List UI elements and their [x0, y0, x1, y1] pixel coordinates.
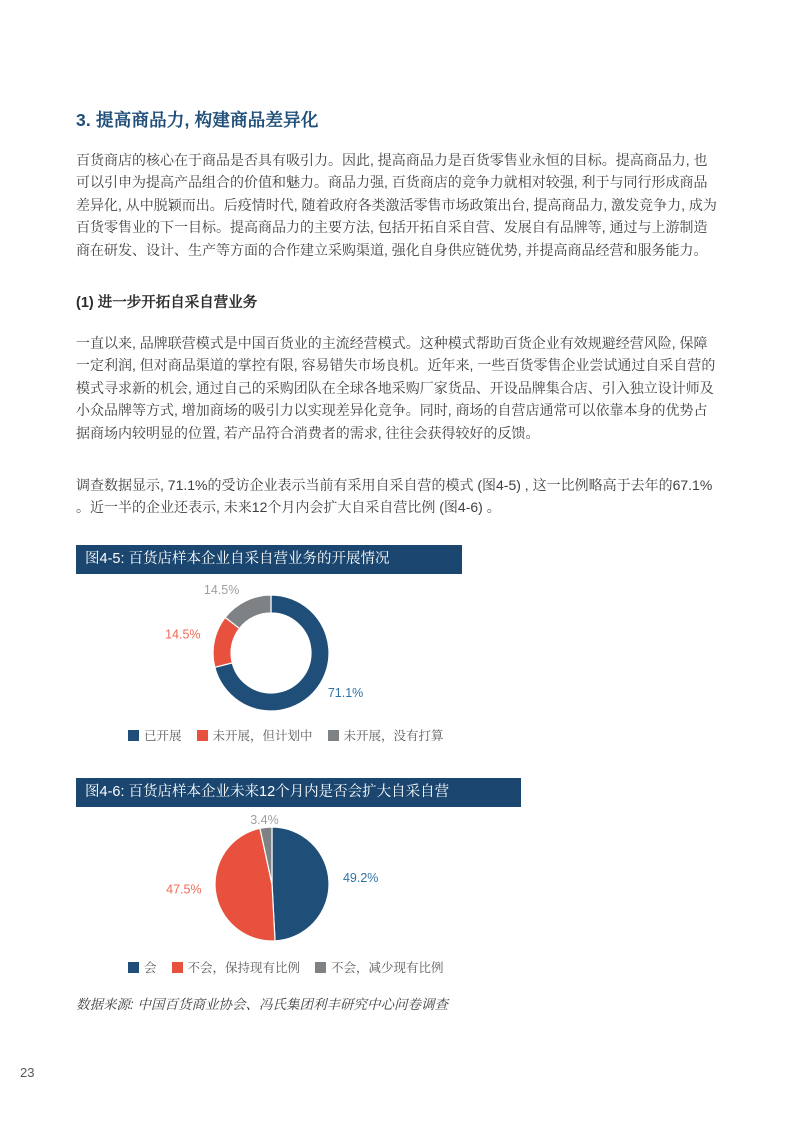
legend-item: [128, 958, 157, 976]
paragraph-intro: 百货商店的核心在于商品是否具有吸引力。因此, 提高商品力是百货零售业永恒的目标。提高商品力, 也可以引申为提高产品组合的价值和魅力。商品力强, 百货商店的竞争力就相对较强, 利于与同行形成商品差异化, 从中脱颖而出。后疫情时代, 随着政府各类激活零售市场政策出台, 提高商品力, 激发竞争力, 成为百货零售业的下一目标。提高商品力的主要方法, 包括开拓自采自营、发展自有品牌等, 通过与上游制造商在研发、设计、生产等方面的合作建立采购渠道, 强化自身供应链优势, 并提高商品经营和服务能力。: [76, 152, 717, 258]
figure-4-6-title-banner: 图4-6: 百货店样本企业未来12个月内是否会扩大自采自营: [76, 778, 521, 807]
legend-label: 会: [144, 961, 157, 975]
data-label: 49.2%: [342, 871, 379, 886]
legend-swatch: [197, 730, 208, 741]
legend-label: 未开展，没有打算: [343, 729, 444, 743]
data-source-note: 数据来源: 中国百货商业协会、冯氏集团利丰研究中心问卷调查: [76, 997, 449, 1012]
data-label: 71.1%: [327, 686, 364, 701]
pie-slice: [272, 827, 329, 941]
legend-swatch: [328, 730, 339, 741]
data-label: 3.4%: [250, 813, 279, 827]
legend-item: [128, 726, 182, 744]
subsection-title: (1) 进一步开拓自采自营业务: [76, 295, 258, 311]
legend-swatch: [128, 730, 139, 741]
legend-label: 不会，保持现有比例: [187, 961, 301, 975]
legend-item: [328, 726, 444, 744]
figure-4-6-legend: [128, 958, 444, 976]
figure-4-5-legend: [128, 726, 444, 744]
legend-label: 不会，减少现有比例: [331, 961, 444, 975]
data-label: 47.5%: [166, 882, 202, 897]
figure-4-5-donut-chart: [130, 580, 430, 722]
legend-item: [315, 958, 444, 976]
legend-label: 已开展: [144, 729, 182, 743]
legend-swatch: [128, 962, 139, 973]
paragraph-survey-result: 调查数据显示, 71.1%的受访企业表示当前有采用自采自营的模式 (图4-5) , 这一比例略高于去年的67.1% 。近一半的企业还表示, 未来12个月内会扩大自采自营比例 (图4-6) 。: [76, 477, 713, 516]
data-label: 14.5%: [203, 583, 240, 597]
paragraph-brand-model: 一直以来, 品牌联营模式是中国百货业的主流经营模式。这种模式帮助百货企业有效规避经营风险, 保障一定利润, 但对商品渠道的掌控有限, 容易错失市场良机。近年来, 一些百货零售企业尝试通过自采自营的模式寻求新的机会, 通过自己的采购团队在全球各地采购厂家货品、开设品牌集合店、引入独立设计师及小众品牌等方式, 增加商场的吸引力以实现差异化竞争。同时, 商场的自营店通常可以依靠本身的优势占据商场内较明显的位置, 若产品符合消费者的需求, 往往会获得较好的反馈。: [76, 335, 716, 441]
legend-item: [197, 726, 313, 744]
legend-swatch: [172, 962, 183, 973]
section-title: 3. 提高商品力, 构建商品差异化: [76, 110, 319, 130]
legend-label: 未开展，但计划中: [212, 729, 313, 743]
figure-4-6-pie-chart: [130, 810, 430, 955]
donut-slice: [225, 595, 271, 628]
legend-item: [172, 958, 301, 976]
data-label: 14.5%: [165, 627, 201, 642]
page-number: 23: [20, 1065, 35, 1080]
legend-swatch: [315, 962, 326, 973]
figure-4-5-title-banner: 图4-5: 百货店样本企业自采自营业务的开展情况: [76, 545, 462, 574]
